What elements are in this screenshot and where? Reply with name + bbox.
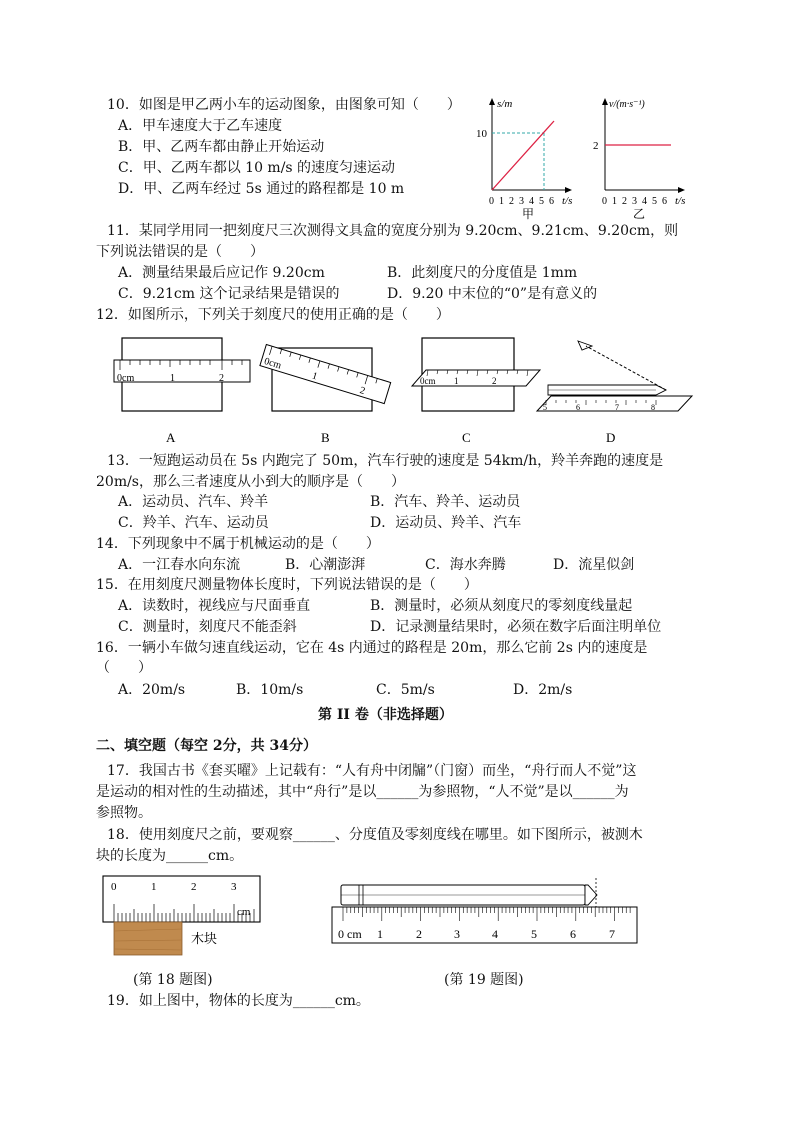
q18-caption: (第 18 题图) [133, 972, 213, 988]
q13-option-b: B．汽车、羚羊、运动员 [370, 494, 521, 510]
q13-stem-line1: 13．一短跑运动员在 5s 内跑完了 50m，汽车行驶的速度是 54km/h，羚羊奔跑的速度是 [107, 453, 664, 469]
q16-stem-line1: 16．一辆小车做匀速直线运动，它在 4s 内通过的路程是 20m，那么它前 2s 内的速度是 [96, 640, 648, 656]
q18-line1: 18．使用刻度尺之前，要观察______、分度值及零刻度线在哪里。如下图所示，被测木 [107, 827, 643, 843]
q18-figure [98, 873, 268, 968]
svg-text:4: 4 [642, 196, 647, 207]
svg-text:5: 5 [539, 196, 544, 207]
svg-text:6: 6 [570, 927, 576, 941]
q12-d-sightline [586, 346, 666, 390]
part2-title: 第 II 卷（非选择题） [318, 707, 453, 723]
q12-a-unit: 0cm [117, 373, 135, 384]
svg-text:7: 7 [609, 927, 615, 941]
svg-text:1: 1 [310, 370, 319, 383]
q15-option-d: D．记录测量结果时，必须在数字后面注明单位 [370, 619, 662, 635]
svg-text:1: 1 [454, 376, 459, 386]
q10-graph-yi [585, 92, 700, 220]
svg-text:1: 1 [377, 927, 383, 941]
q12-stem: 12．如图所示，下列关于刻度尺的使用正确的是（ ） [96, 307, 450, 323]
q16-option-b: B．10m/s [236, 682, 304, 698]
svg-text:0: 0 [111, 881, 117, 893]
svg-text:3: 3 [632, 196, 637, 207]
q19-figure [330, 878, 642, 948]
q12-label-a: A [166, 430, 176, 445]
q19-line1: 19．如上图中，物体的长度为______cm。 [107, 993, 370, 1009]
svg-text:2: 2 [622, 196, 627, 207]
svg-text:4: 4 [529, 196, 534, 207]
svg-text:2: 2 [191, 881, 197, 893]
q11-stem-line2: 下列说法错误的是（ ） [96, 244, 264, 260]
q15-option-c: C．测量时，刻度尺不能歪斜 [118, 619, 297, 635]
q17-line3: 参照物。 [96, 805, 152, 821]
q14-option-a: A．一江春水向东流 [118, 557, 241, 573]
svg-text:0: 0 [489, 196, 494, 207]
q15-stem: 15．在用刻度尺测量物体长度时，下列说法错误的是（ ） [96, 577, 478, 593]
svg-text:3: 3 [231, 881, 237, 893]
svg-text:0cm: 0cm [420, 376, 436, 386]
svg-text:8: 8 [651, 403, 655, 412]
q10-jia-xlabel: t/s [562, 195, 573, 207]
q14-option-c: C．海水奔腾 [425, 557, 506, 573]
q13-option-a: A．运动员、汽车、羚羊 [118, 494, 269, 510]
q12-label-b: B [321, 430, 330, 445]
q16-option-d: D．2m/s [513, 682, 573, 698]
q16-option-c: C．5m/s [376, 682, 435, 698]
q15-option-a: A．读数时，视线应与尺面垂直 [118, 598, 311, 614]
q10-option-c: C．甲、乙两车都以 10 m/s 的速度匀速运动 [118, 160, 396, 176]
q10-jia-name: 甲 [522, 207, 535, 220]
q10-yi-xlabel: t/s [675, 195, 686, 207]
q10-yi-ylabel: v/(m·s⁻¹) [609, 99, 645, 110]
q11-option-a: A．测量结果最后应记作 9.20cm [118, 265, 325, 281]
svg-text:5: 5 [543, 403, 547, 412]
svg-text:0cm: 0cm [262, 355, 283, 372]
q12-a-ruler [114, 360, 250, 382]
q10-jia-ylabel: s/m [497, 98, 513, 110]
q17-line1: 17．我国古书《套买曜》上记载有：“人有舟中闭牖”（门窗）而坐，“舟行而人不觉”这 [107, 763, 637, 779]
q14-option-b: B．心潮澎湃 [285, 557, 366, 573]
svg-text:2: 2 [492, 376, 497, 386]
q13-stem-line2: 20m/s，那么三者速度从小到大的顺序是（ ） [96, 474, 405, 490]
q10-jia-ytick: 10 [476, 128, 487, 140]
q10-option-d: D．甲、乙两车经过 5s 通过的路程都是 10 m [118, 181, 405, 197]
q11-stem-line1: 11．某同学用同一把刻度尺三次测得文具盒的宽度分别为 9.20cm、9.21cm、9.20cm，则 [107, 223, 679, 239]
svg-text:1: 1 [151, 881, 157, 893]
q10-option-b: B．甲、乙两车都由静止开始运动 [118, 139, 325, 155]
svg-text:3: 3 [454, 927, 460, 941]
svg-text:3: 3 [519, 196, 524, 207]
svg-text:2: 2 [358, 385, 367, 398]
svg-text:0: 0 [602, 196, 607, 207]
svg-text:6: 6 [662, 196, 667, 207]
q11-option-d: D．9.20 中末位的“0”是有意义的 [387, 286, 598, 302]
q16-stem-line2: （ ） [96, 660, 152, 676]
svg-text:7: 7 [615, 403, 619, 412]
q10-stem: 10．如图是甲乙两小车的运动图象，由图象可知（ ） [107, 97, 461, 113]
q18-unit: cm [237, 906, 251, 918]
q10-yi-name: 乙 [633, 207, 646, 220]
q16-option-a: A．20m/s [118, 682, 186, 698]
q18-block-label: 木块 [191, 931, 218, 946]
q13-option-c: C．羚羊、汽车、运动员 [118, 515, 269, 531]
svg-text:0 cm: 0 cm [338, 927, 362, 941]
q10-yi-ytick: 2 [593, 140, 599, 152]
q10-graph-jia [470, 92, 585, 220]
q17-line2: 是运动的相对性的生动描述，其中“舟行”是以______为参照物，“人不觉”是以______为 [96, 784, 629, 800]
svg-text:1: 1 [612, 196, 617, 207]
q12-figures [100, 330, 700, 448]
svg-text:5: 5 [652, 196, 657, 207]
svg-text:2: 2 [509, 196, 514, 207]
section2-title: 二、填空题（每空 2分，共 34分） [96, 738, 317, 754]
q14-option-d: D．流星似剑 [553, 557, 635, 573]
q13-option-d: D．运动员、羚羊、汽车 [370, 515, 522, 531]
q11-option-b: B．此刻度尺的分度值是 1mm [387, 265, 578, 281]
svg-text:1: 1 [170, 373, 175, 384]
svg-text:6: 6 [549, 196, 554, 207]
svg-text:1: 1 [499, 196, 504, 207]
q11-option-c: C．9.21cm 这个记录结果是错误的 [118, 286, 340, 302]
q18-line2: 块的长度为______cm。 [96, 848, 244, 864]
svg-text:2: 2 [416, 927, 422, 941]
svg-text:4: 4 [492, 927, 498, 941]
q14-stem: 14．下列现象中不属于机械运动的是（ ） [96, 536, 380, 552]
svg-text:5: 5 [531, 927, 537, 941]
q12-b-ruler [260, 345, 391, 404]
q19-caption: (第 19 题图) [444, 972, 524, 988]
q10-option-a: A．甲车速度大于乙车速度 [118, 118, 283, 134]
q15-option-b: B．测量时，必须从刻度尺的零刻度线量起 [370, 598, 633, 614]
svg-text:2: 2 [219, 373, 224, 384]
q12-label-c: C [462, 430, 471, 445]
q12-label-d: D [606, 430, 616, 445]
q10-jia-line [492, 121, 554, 190]
svg-text:6: 6 [576, 403, 580, 412]
